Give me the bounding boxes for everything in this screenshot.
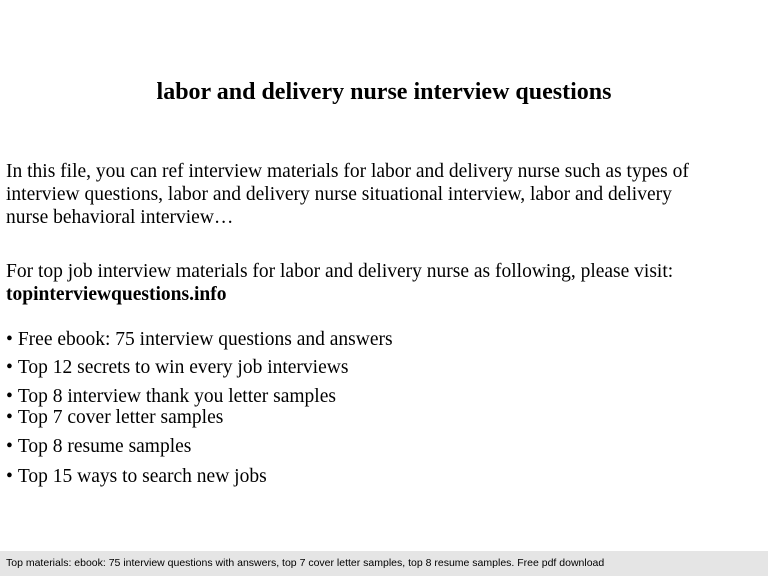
bullet-icon: • xyxy=(6,357,13,378)
list-item-text: Top 12 secrets to win every job interviews xyxy=(17,357,349,378)
list-item-text: Top 8 interview thank you letter samples xyxy=(17,386,336,407)
intro-line-2: interview questions, labor and delivery nurse situational interview, labor and delivery xyxy=(6,184,672,205)
bullet-icon: • xyxy=(6,329,13,350)
bullet-icon: • xyxy=(6,436,13,457)
list-item-text: Top 7 cover letter samples xyxy=(17,407,224,428)
list-item xyxy=(6,465,267,488)
list-item xyxy=(6,328,393,351)
visit-paragraph xyxy=(6,260,762,306)
list-item xyxy=(6,435,191,458)
visit-text: For top job interview materials for labor and delivery nurse as following, please visit: xyxy=(6,261,674,282)
bullet-icon: • xyxy=(6,386,13,407)
bullet-icon: • xyxy=(6,466,13,487)
list-item xyxy=(6,406,223,429)
bullet-icon: • xyxy=(6,407,13,428)
intro-line-1: In this file, you can ref interview materials for labor and delivery nurse such as types of xyxy=(6,161,689,182)
footer-bar xyxy=(0,551,768,576)
website-link[interactable]: topinterviewquestions.info xyxy=(6,284,227,305)
intro-line-3: nurse behavioral interview… xyxy=(6,207,234,228)
list-item-text: Top 15 ways to search new jobs xyxy=(17,466,267,487)
list-item xyxy=(6,385,336,408)
list-item-text: Top 8 resume samples xyxy=(17,436,192,457)
list-item xyxy=(6,356,348,379)
slide-title: labor and delivery nurse interview questions xyxy=(156,79,612,105)
intro-paragraph xyxy=(6,160,762,229)
list-item-text: Free ebook: 75 interview questions and answers xyxy=(17,329,393,350)
footer-text: Top materials: ebook: 75 interview questions with answers, top 7 cover letter samples, top 8 resume samples. Free pdf download xyxy=(6,557,605,569)
